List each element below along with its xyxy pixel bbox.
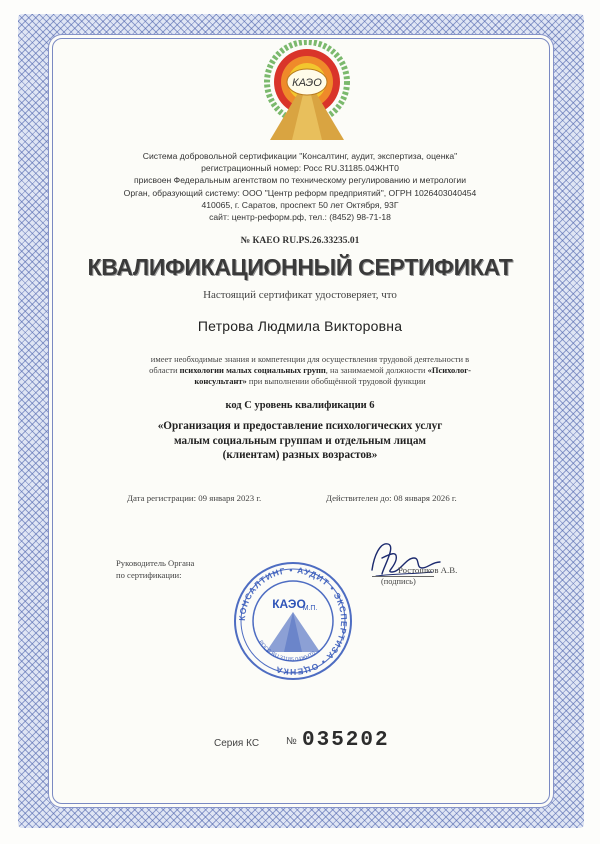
seal-stamp-icon (232, 560, 354, 682)
issuer-line: регистрационный номер: Росс RU.31185.04ЖНТ0 (201, 163, 399, 174)
certifies-line: Настоящий сертификат удостоверяет, что (203, 289, 397, 301)
logo-text: КАЭО (292, 77, 322, 89)
certificate-title: КВАЛИФИКАЦИОННЫЙ СЕРТИФИКАТ (87, 254, 513, 280)
serial-number-label: № (286, 736, 297, 747)
statement-text: , на занимаемой должности (325, 365, 428, 375)
issuer-line: 410065, г. Саратов, проспект 50 лет Октября, 93Г (201, 199, 399, 210)
stamp-sub-text: М.П. (302, 605, 318, 612)
stamp-ring-text: КОНСАЛТИНГ • АУДИТ • ЭКСПЕРТИЗА • ОЦЕНКА (236, 564, 350, 678)
labor-function-line: «Организация и предоставление психологических услуг (157, 420, 443, 432)
kaeo-logo-icon (252, 40, 362, 145)
field-name: психологии малых социальных групп (179, 365, 326, 375)
serial-number: 035202 (302, 729, 390, 752)
registration-number: № КАЕО RU.PS.26.33235.01 (240, 236, 360, 246)
series-label: Серия КС (214, 738, 260, 749)
position-name: «Психолог-консультант» (194, 365, 471, 386)
qualification-level: код С уровень квалификации 6 (225, 400, 375, 411)
competence-statement (140, 354, 480, 387)
labor-function-line: (клиентам) разных возрастов» (222, 449, 378, 461)
stamp-center-text: КАЭО (272, 597, 306, 611)
issuer-line: сайт: центр-реформ.рф, тел.: (8452) 98-71-18 (209, 212, 391, 223)
issuer-line: Орган, образующий систему: ООО "Центр реформ предприятий", ОГРН 1026403040454 (123, 187, 477, 198)
labor-function (60, 419, 540, 463)
issuer-block (60, 150, 540, 223)
signature-caption: (подпись) (381, 577, 416, 586)
signatory-label (116, 558, 194, 581)
signatory-name: Ростошков А.В. (398, 565, 458, 575)
signatory-label-line: по сертификации: (116, 569, 182, 580)
signatory-label-line: Руководитель Органа (116, 558, 195, 568)
valid-until-date: Действителен до: 08 января 2026 г. (326, 493, 457, 503)
issuer-line: присвоен Федеральным агентством по техническому регулированию и метрологии (133, 175, 467, 186)
holder-name: Петрова Людмила Викторовна (197, 318, 403, 334)
statement-text: при выполнении обобщённой трудовой функции (246, 376, 426, 386)
issuer-line: Система добровольной сертификации "Консалтинг, аудит, экспертиза, оценка" (142, 151, 458, 161)
stamp-bottom-text: РОСС RU.31185.04ЖНТ0 (257, 639, 317, 664)
labor-function-line: малым социальным группам и отдельным лицам (173, 434, 427, 447)
registration-date: Дата регистрации: 09 января 2023 г. (127, 493, 262, 503)
statement-text: имеет необходимые знания и компетенции для осуществления трудовой деятельности в области (149, 354, 470, 375)
